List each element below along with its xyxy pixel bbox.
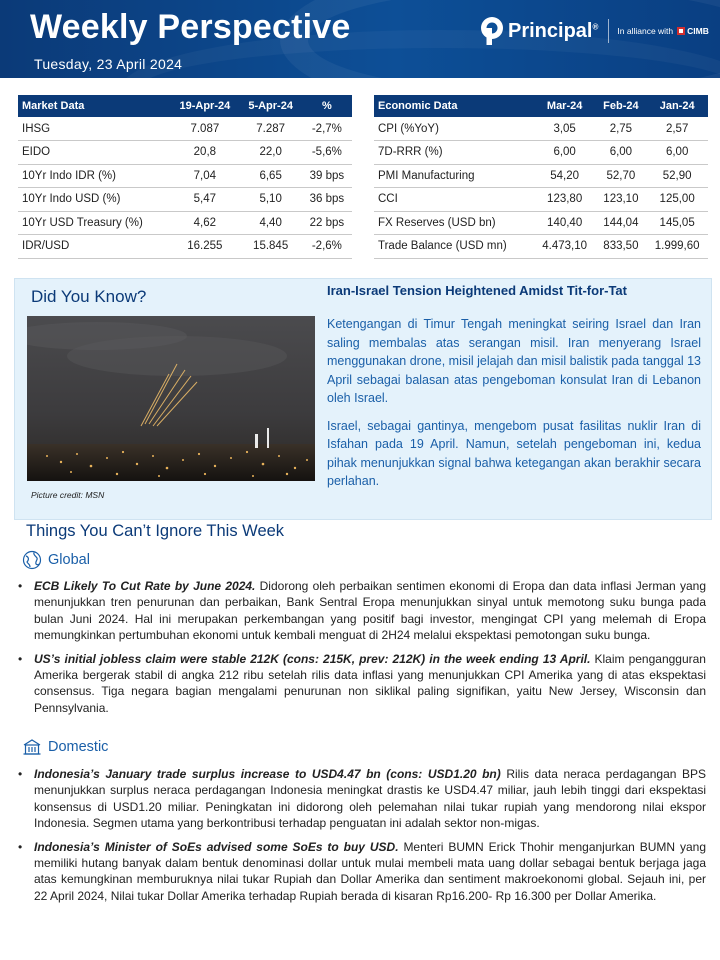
economic-value-cell: 6,00 [595,141,646,165]
market-value-cell: 7.087 [170,117,239,141]
market-header-cell: Market Data [18,95,170,117]
publication-date: Tuesday, 23 April 2024 [34,56,183,72]
list-item: • Indonesia’s Minister of SoEs advised some SoEs to buy USD. Menteri BUMN Erick Thohir menganjurkan BUMN yang memiliki hutang banyak dalam bentuk denominasi dollar untuk mulai membeli mata uang dollar sebagai bentuk berjaga jaga atas kemungkinan memburuknya nilai tukar Rupiah dan Dollar Amerika dan sentiment makroekonomi global. Sejauh ini, per 22 April 2024, Nilai tukar Dollar Amerika terhadap Rupiah berada di kisaran Rp16.200- Rp 16.300 per Dollar Amerika. [14,839,706,905]
list-item: • ECB Likely To Cut Rate by June 2024. Didorong oleh perbaikan sentimen ekonomi di Eropa dan data inflasi Jerman yang menunjukkan tren penurunan dan perbaikan, Bank Sentral Eropa menunjukkan sinyal untuk memotong suku bunga pada bulan Juni 2024. Hal ini merupakan perkembangan yang positif bagi investor, mengingat CPI yang melemah di Eropa memungkinkan pertumbuhan ekonomi untuk kembali menguat di 2H24 melalui ekspektasi pemotongan suku bunga. [14,578,706,644]
market-value-cell: -2,6% [302,235,352,259]
table-row [18,141,352,165]
story-paragraph: Israel, sebagai gantinya, mengebom pusat fasilitas nuklir Iran di Isfahan pada 19 April. Namun, setelah pengeboman ini, kedua pihak menunjukkan signal bahwa ketegangan akan berakhir secara perlahan. [327,418,701,488]
market-value-cell: 6,65 [240,164,302,188]
market-row-label: IHSG [18,117,170,141]
alliance-label: In alliance with CIMB [617,26,709,36]
economic-header-cell: Mar-24 [534,95,596,117]
list-item: • Indonesia’s January trade surplus increase to USD4.47 bn (cons: USD1.20 bn) Rilis data neraca perdagangan BPS menunjukkan surplus neraca perdagangan Indonesia meningkat drastis ke USD4.47 miliar, jauh lebih tinggi dari ekspektasi konsensus di USD1.20 miliar. Peningkatan ini didorong oleh pelemahan nilai tukar rupiah yang mendorong nilai ekspor Indonesia. Segmen utama yang berkontribusi terhadap penguatan ini adalah sektor non-migas. [14,766,706,832]
market-value-cell: 20,8 [170,141,239,165]
brand-logo [480,16,709,46]
market-header-cell: 5-Apr-24 [240,95,302,117]
table-row [374,164,708,188]
table-row [18,117,352,141]
table-row [18,188,352,212]
economic-value-cell: 2,57 [646,117,708,141]
economic-row-label: CCI [374,188,534,212]
global-section-header [22,550,90,570]
economic-row-label: 7D-RRR (%) [374,141,534,165]
table-row [374,141,708,165]
market-header-cell: 19-Apr-24 [170,95,239,117]
story-title: Iran-Israel Tension Heightened Amidst Tit-for-Tat [327,283,627,298]
market-value-cell: -5,6% [302,141,352,165]
market-value-cell: 16.255 [170,235,239,259]
market-value-cell: 5,47 [170,188,239,212]
list-item: • US’s initial jobless claim were stable 212K (cons: 215K, prev: 212K) in the week ending 13 April. Klaim pengangguran Amerika bergerak stabil di angka 212 ribu setelah rilis data inflasi yang menunjukkan CPI Amerika yang di atas ekspektasi consensus. Tiga negara bagian mengalami penurunan non siklikal paling signifikan, yaitu New Jersey, Wisconsin dan Pennsylvania. [14,651,706,717]
table-row [18,211,352,235]
economic-header-cell: Jan-24 [646,95,708,117]
economic-value-cell: 1.999,60 [646,235,708,259]
economic-row-label: Trade Balance (USD mn) [374,235,534,259]
economic-value-cell: 6,00 [534,141,596,165]
news-photo [27,316,315,481]
economic-value-cell: 4.473,10 [534,235,596,259]
cimb-logo-icon [677,27,685,35]
domestic-section-header [22,737,108,757]
table-row [374,188,708,212]
table-row [374,211,708,235]
economic-value-cell: 2,75 [595,117,646,141]
economic-value-cell: 52,90 [646,164,708,188]
economic-value-cell: 833,50 [595,235,646,259]
economic-data-table [374,95,708,259]
logo-divider [608,19,609,43]
section-title: Things You Can’t Ignore This Week [26,522,285,540]
did-you-know-title: Did You Know? [31,287,147,306]
market-value-cell: -2,7% [302,117,352,141]
market-row-label: IDR/USD [18,235,170,259]
economic-header-cell: Economic Data [374,95,534,117]
market-value-cell: 15.845 [240,235,302,259]
economic-header-cell: Feb-24 [595,95,646,117]
building-icon [22,737,42,757]
economic-value-cell: 123,10 [595,188,646,212]
market-row-label: 10Yr Indo USD (%) [18,188,170,212]
table-row [374,117,708,141]
market-row-label: EIDO [18,141,170,165]
economic-value-cell: 145,05 [646,211,708,235]
market-value-cell: 4,40 [240,211,302,235]
story-body [327,315,701,491]
economic-value-cell: 54,20 [534,164,596,188]
market-value-cell: 22,0 [240,141,302,165]
market-header-cell: % [302,95,352,117]
story-paragraph: Ketengangan di Timur Tengah meningkat seiring Israel dan Iran saling membalas atas serangan misil. Iran menyerang Israel menggunakan drone, misil jelajah dan misil balistik pada tanggal 13 April sebagai balasan atas pengeboman konsulat Iran di Lebanon oleh Israel. [327,317,701,405]
economic-row-label: PMI Manufacturing [374,164,534,188]
principal-logo-icon [480,16,504,46]
market-value-cell: 5,10 [240,188,302,212]
domestic-label: Domestic [48,739,109,755]
economic-value-cell: 140,40 [534,211,596,235]
market-row-label: 10Yr Indo IDR (%) [18,164,170,188]
market-value-cell: 7.287 [240,117,302,141]
economic-row-label: FX Reserves (USD bn) [374,211,534,235]
economic-row-label: CPI (%YoY) [374,117,534,141]
table-row [18,164,352,188]
did-you-know-panel [14,278,712,520]
economic-value-cell: 52,70 [595,164,646,188]
page-title: Weekly Perspective [30,8,351,46]
globe-icon [22,550,42,570]
market-value-cell: 7,04 [170,164,239,188]
market-row-label: 10Yr USD Treasury (%) [18,211,170,235]
market-value-cell: 36 bps [302,188,352,212]
economic-value-cell: 6,00 [646,141,708,165]
market-value-cell: 22 bps [302,211,352,235]
brand-name: Principal® [508,19,599,42]
economic-value-cell: 3,05 [534,117,596,141]
global-label: Global [48,552,90,568]
domestic-news-list [14,766,706,911]
market-data-table [18,95,352,259]
photo-credit: Picture credit: MSN [31,490,105,500]
market-value-cell: 39 bps [302,164,352,188]
market-value-cell: 4,62 [170,211,239,235]
header-banner [0,0,720,78]
table-row [18,235,352,259]
economic-value-cell: 125,00 [646,188,708,212]
alliance-partner: CIMB [687,26,709,36]
global-news-list [14,578,706,723]
economic-value-cell: 144,04 [595,211,646,235]
economic-value-cell: 123,80 [534,188,596,212]
table-row [374,235,708,259]
